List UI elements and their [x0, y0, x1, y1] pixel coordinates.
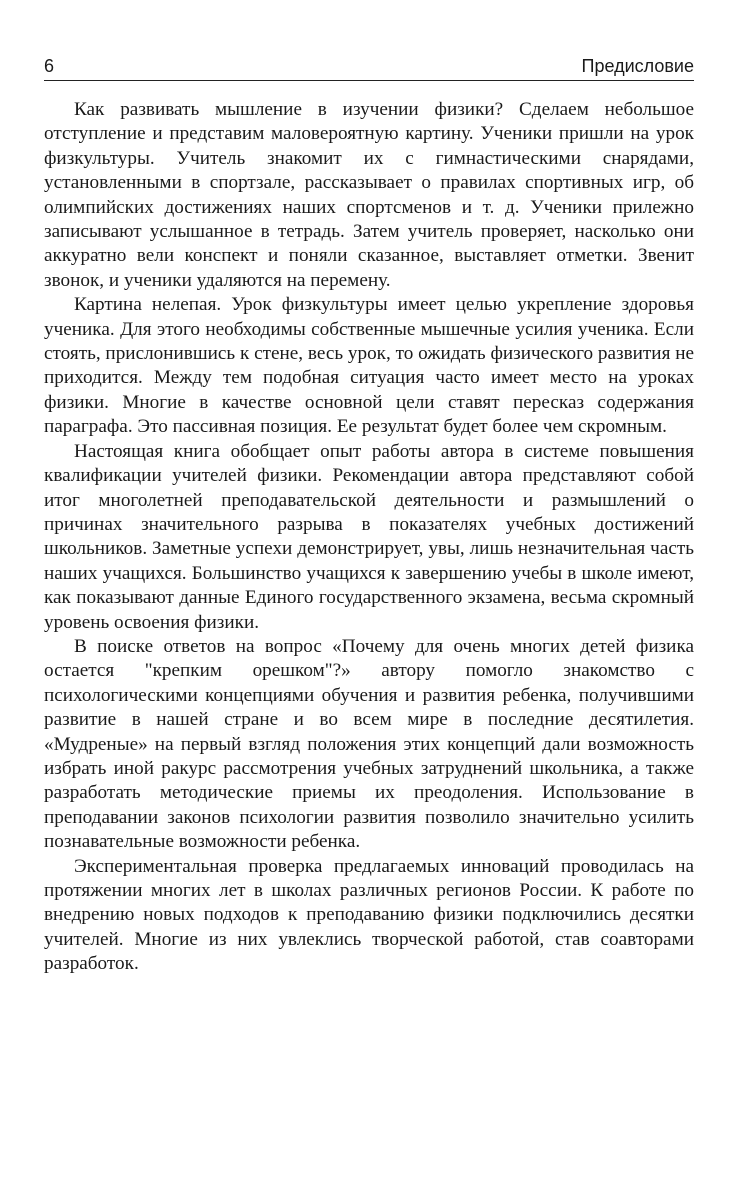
- running-header: [44, 52, 694, 81]
- paragraph-3: Настоящая книга обобщает опыт работы автора в системе повышения квалификации учителей физики. Рекомендации автора представляют собой итог многолетней преподавательской деятельности и размышлений о причинах значительного разрыва в показателях учебных достижений школьников. Заметные успехи демонстрирует, увы, лишь незначительная часть наших учащихся. Большинство учащихся к завершению учебы в школе имеют, как показывают данные Единого государственного экзамена, весьма скромный уровень освоения физики.: [44, 440, 694, 633]
- paragraph-1: Как развивать мышление в изучении физики? Сделаем небольшое отступление и представим маловероятную картину. Ученики пришли на урок физкультуры. Учитель знакомит их с гимнастическими снарядами, установленными в спортзале, рассказывает о правилах спортивных игр, об олимпийских достижениях наших спортсменов и т. д. Ученики прилежно записывают услышанное в тетрадь. Затем учитель проверяет, насколько они аккуратно вели конспект и поняли сказанное, выставляет отметки. Звенит звонок, и ученики удаляются на перемену.: [44, 99, 694, 291]
- page-number: 6: [44, 56, 55, 76]
- paragraph-4: В поиске ответов на вопрос «Почему для очень многих детей физика остается "крепким орешком"?» автору помогло знакомство с психологическими концепциями обучения и развития ребенка, получившими развитие в нашей стране и во всем мире в последние десятилетия. «Мудреные» на первый взгляд положения этих концепций дали возможность избрать иной ракурс рассмотрения учебных затруднений школьника, а также разработать методические приемы их преодоления. Использование в преподавании законов психологии развития позволило значительно усилить познавательные возможности ребенка.: [44, 635, 694, 853]
- paragraph-2: Картина нелепая. Урок физкультуры имеет целью укрепление здоровья ученика. Для этого необходимы собственные мышечные усилия ученика. Если стоять, прислонившись к стене, весь урок, то ожидать физического развития не приходится. Между тем подобная ситуация часто имеет место на уроках физики. Многие в качестве основной цели ставят пересказ содержания параграфа. Это пассивная позиция. Ее результат будет более чем скромным.: [44, 294, 694, 438]
- body-text: [44, 98, 694, 977]
- section-title: Предисловие: [581, 56, 694, 76]
- paragraph-5: Экспериментальная проверка предлагаемых инноваций проводилась на протяжении многих лет в школах различных регионов России. К работе по внедрению новых подходов к преподаванию физики подключились десятки учителей. Многие из них увлеклись творческой работой, став соавторами разработок.: [44, 855, 694, 975]
